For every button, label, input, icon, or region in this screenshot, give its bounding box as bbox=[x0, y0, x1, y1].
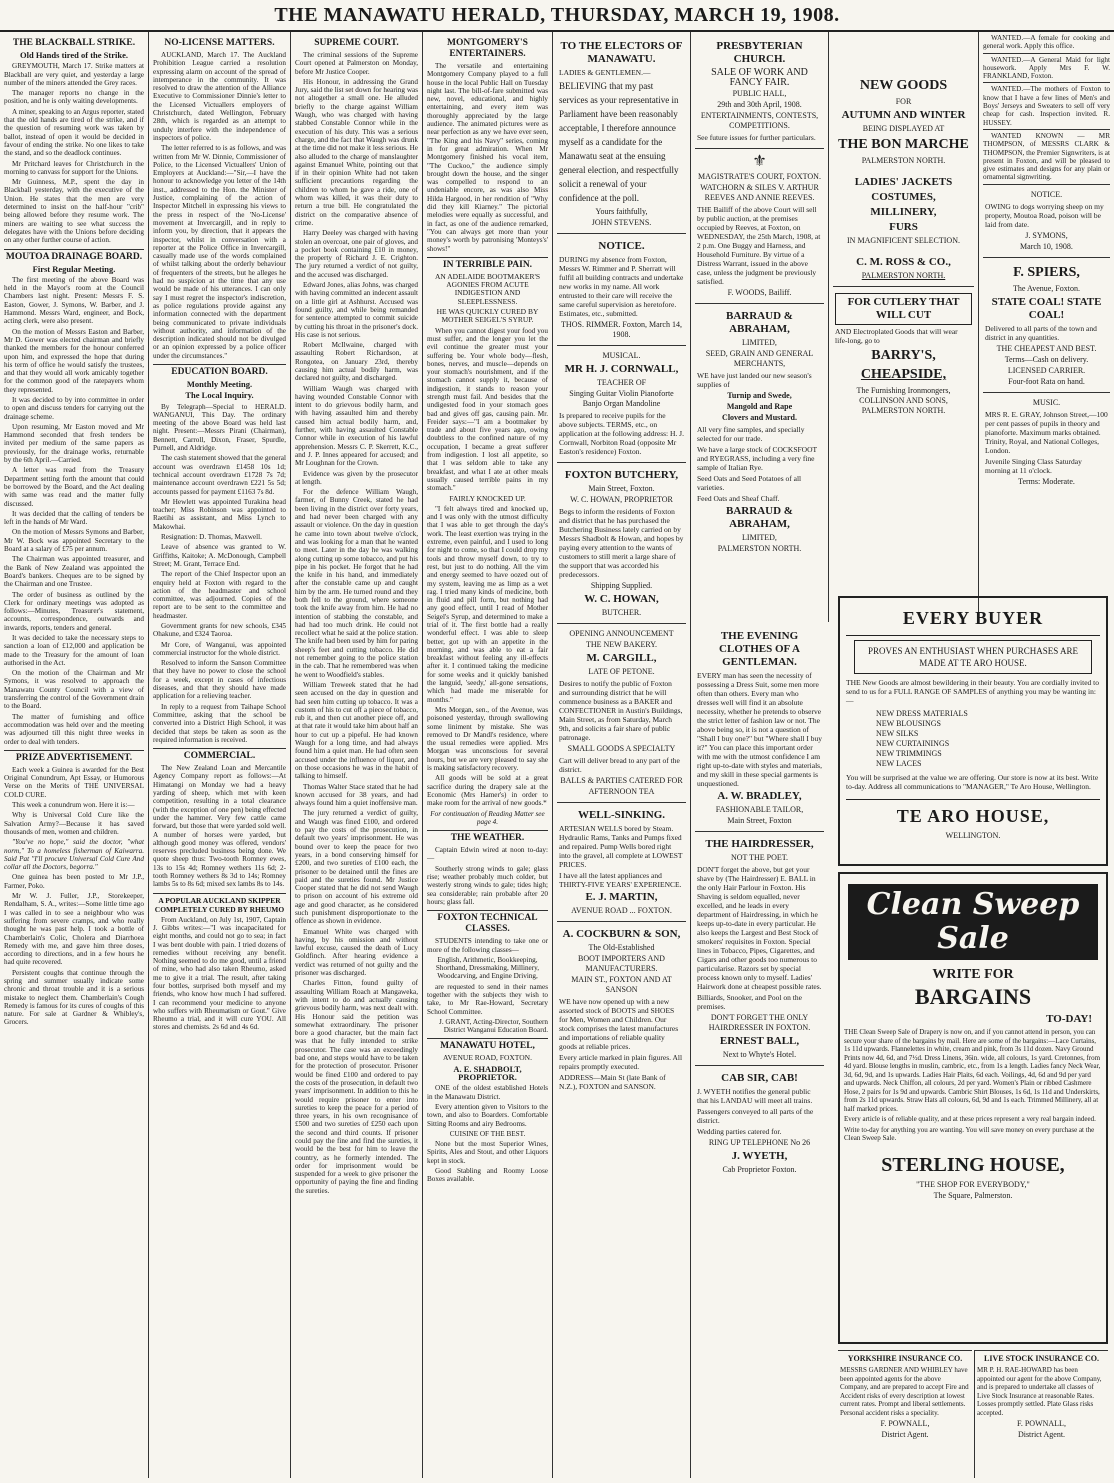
headline-education-board: EDUCATION BOARD. bbox=[153, 364, 286, 378]
ad-text: EVERY man has seen the necessity of possessing a Dress Suit, some men more often than others. Every man who dresses well will find it an absolute necessity, whether he pretends to observe the strict letter of fashion law or not. The above being so, it is not a question of "Shall I buy one?" but "Where shall I buy it?" You can place this important order with me with the utmost confidence I am right up-to-date with styles and materials, and my skill in these special garments is unquestioned. bbox=[697, 671, 822, 788]
ad-music-gray bbox=[983, 392, 1110, 492]
paragraph: One guinea has been posted to Mr J.P., Farmer, Poko. bbox=[4, 873, 144, 890]
ad-spiers-coal bbox=[983, 257, 1110, 392]
ad-title: TO THE ELECTORS OF MANAWATU. bbox=[560, 40, 683, 65]
headline-manawatu-hotel: MANAWATU HOTEL, bbox=[427, 1038, 548, 1052]
ad-line: LIMITED, bbox=[742, 533, 777, 542]
ad-title: EVERY BUYER bbox=[846, 608, 1100, 636]
classified-ad: WANTED KNOWN — MR THOMPSON, of MESSRS CLARK & THOMPSON, the Premier Signwriters, is at present in Foxton, and will be pleased to give estimates and designs for any plain or ornamental signwriting. bbox=[983, 129, 1110, 182]
ad-line: SEED, GRAIN AND GENERAL MERCHANTS, bbox=[705, 349, 814, 368]
ad-line: MAIN ST., FOXTON AND AT SANSON bbox=[571, 975, 672, 994]
paragraph: The order of business as outlined by the Clerk for ordinary meetings was adopted as follows:—Minutes, Treasurer's statement, accounts, correspondence, outwards and inwards, reports, tenders and general. bbox=[4, 590, 144, 632]
ad-title: THE HAIRDRESSER, bbox=[705, 838, 814, 850]
paragraph: The New Zealand Loan and Mercantile Agency Company report as follows:—At Himatangi on Monday we had a heavy yarding of sheep, which met with keen competition, resulting in a total clearance (with the exception of one pen) being effected under the hammer. Very few cattle came forward, but those that were yarded sold well. A number of horses were yarded, but although good money was offered, vendors' reserves precluded business being done. We quote sheep thus: Two-tooth Romney ewes, 13s to 15s 4d; Romney wethers 11s 6d; 2-tooth Romney wethers 8s 3d to 14s; Romney lambs 5s to 8s 6d; mixed sex lambs 8s to 14s. bbox=[153, 764, 286, 889]
ad-line: The Furnishing Ironmongers, COLLINSON AND SONS, PALMERSTON NORTH. bbox=[856, 386, 951, 415]
hotel-proprietor: A. E. SHADBOLT, PROPRIETOR. bbox=[453, 1063, 522, 1083]
paragraph: In reply to a request from Taihape School Committee, asking that the school be converted into a District High School, it was decided that steps be taken as soon as the required information is received. bbox=[153, 702, 286, 744]
ad-line: OPENING ANNOUNCEMENT bbox=[569, 629, 674, 638]
ad-line: Singing Guitar Violin Pianoforte Banjo Organ Mandoline bbox=[569, 389, 674, 408]
ad-yorkshire-insurance bbox=[838, 1350, 972, 1478]
ad-notice-symons bbox=[983, 184, 1110, 257]
paragraph: Government grants for new schools, £345 Ohakune, and £324 Taoroa. bbox=[153, 622, 286, 639]
ad-hairdresser bbox=[695, 831, 824, 1065]
paragraph: The Chairman was appointed treasurer, and the Bank of New Zealand was appointed the Board's bankers. Cheques are to be signed by the Chairman and one Trustee. bbox=[4, 555, 144, 589]
paragraph: Edward Jones, alias Johns, was charged with having committed an indecent assault on a little girl at Ashhurst. Accused was found guilty, and while being remanded for sentence attempted to commit suicide by cutting his throat in the prisoner's dock. His case is not serious. bbox=[295, 281, 418, 339]
headline-no-license: NO-LICENSE MATTERS. bbox=[164, 38, 275, 48]
column-3 bbox=[290, 32, 422, 1478]
paragraph: Why is Universal Cold Cure like the Salvation Army?—Because it has saved thousands of men, women and children. bbox=[4, 811, 144, 836]
ad-title: C. M. ROSS & CO., bbox=[856, 256, 951, 268]
list-item: NEW SILKS bbox=[876, 729, 919, 738]
verse: "You've no hope," said the doctor, "what norm," To a homeless fisherman of Kaiwarra. Said Pat "I'll procure Universal Cold Cure And collar all the Doctors, begorra." bbox=[4, 838, 144, 872]
continuation-note: For continuation of Reading Matter see page 4. bbox=[430, 809, 545, 826]
column-6-lower bbox=[690, 622, 828, 1478]
column-1 bbox=[0, 32, 148, 1478]
ad-text: THE Clean Sweep Sale of Drapery is now on, and if you cannot attend in person, you can secure your share of the bargains by mail. Here are some of the bargains:—Lace Curtains, 1s 11d upwards. Flannelettes in white, cream and pink, from 3s 11d dozen. Navy Ground Prints now 4d, 6d, and 7½d. Dress Linens, 36in. wide, all colours, 1s yard. Cretonnes, from 4d yard. Blouse lengths in muslin, cambric, etc., from 1s a length. Ladies fancy Neck Wear, 3d, 6d, 9d, and 1s upwards. Ladies Hair Plaits, 6d each. Voilings, 4d, 6d and 9d per yard and upwards. Neck Chiffon, all colours, 2d per yard. Women's Plain or ribbed Cashmere Hose, 2 pairs for 1s 9d and upwards. Cambric Shirt Blouses, 1s 6d, 1s 11d and Underskirts, from 2s 11d upwards. Straw Hats all colours, 6d, 9d and 1s each. Trimmed Millinery, all at half marked prices. bbox=[844, 1028, 1101, 1113]
ad-text: THE New Goods are almost bewildering in their beauty. You are cordially invited to send to us for a FULL RANGE OF SAMPLES of anything you may be wanting in:— bbox=[846, 678, 1099, 705]
ad-line: Main Street, Foxton bbox=[727, 816, 792, 825]
headline-blackball-strike: THE BLACKBALL STRIKE. bbox=[12, 38, 136, 48]
paragraph: The criminal sessions of the Supreme Court opened at Palmerston on Monday, before Mr Justice Cooper. bbox=[295, 51, 418, 76]
ad-evening-clothes bbox=[695, 624, 824, 831]
ad-line: F. WOODS, Bailiff. bbox=[727, 288, 792, 297]
paragraph: A letter was read from the Treasury Department setting forth the amount that could be borrowed by the Board, and the Act dealing with same was read and the matter fully discussed. bbox=[4, 466, 144, 508]
paragraph: Charles Fitton, found guilty of assaulting William Roach at Mangaweka, with intent to do and actually causing grievous bodily harm, was next dealt with. His Honour said the petition was somewhat extraordinary. The prisoner bore a good character, but the main fact was that he fully intended to strike prosecutor. The case was an exceedingly bad one, and steps would have to be taken for the protection of prosecutor. Prisoner would be fined £100 and ordered to pay the costs of the prosecution, in default two years' imprisonment. In addition to this he would require prisoner to enter into sureties to keep the peace for a period of three years, in his own recognisance of £500 and two sureties of £250 each upon the second and third counts. If prisoner could pay the fine and find the sureties, it would be the best for him to leave the country, as he formerly intended. The order for imprisonment would be suspended for a week to give prisoner the opportunity of paying the fine and finding the sureties. bbox=[295, 979, 418, 1195]
ad-text: ARTESIAN WELLS bored by Steam. Hydraulic Rams, Tanks and Pumps fixed and repaired. Pump Wells bored right into the gravel, all complete at LOWEST PRICES. bbox=[559, 824, 683, 869]
ad-title: Clean Sweep Sale bbox=[848, 884, 1098, 960]
paragraph: Good Stabling and Roomy Loose Boxes available. bbox=[427, 1167, 548, 1184]
ad-text: Wedding parties catered for. bbox=[697, 1127, 782, 1136]
ad-line: The Square, Palmerston. bbox=[933, 1190, 1013, 1200]
paragraph: Harry Deeley was charged with having stolen an overcoat, one pair of gloves, and a pocket book containing £10 in money, the property of Richard J. E. Crighton. The jury returned a verdict of not guilty, and the accused was discharged. bbox=[295, 229, 418, 279]
subhead: Monthly Meeting. bbox=[186, 378, 253, 389]
ad-text: Every article is of reliable quality, and at these prices represent a very real bargain indeed. bbox=[844, 1115, 1096, 1123]
paragraph: From Auckland, on July 1st, 1907, Captain J. Gibbs writes:—"I was incapacitated for eight months, and could not go to sea; in fact I was bent double with pain. I tried dozens of remedies without receiving any benefit. Nothing seemed to do me good, until a friend of mine, who had also taken Rheumo, asked me to give it a trial. The result, after taking four bottles, surprised both myself and my friends, who know how much I had suffered. I can recommend your medicine to anyone who suffers with Rheumatism or Gout." Give Rheumo a trial, and it will cure YOU. All stores and chemists. 2s 6d and 4s 6d. bbox=[153, 915, 286, 1032]
paragraph: The manager reports no change in the position, and he is only waiting developments. bbox=[4, 89, 144, 106]
subhead: The Local Inquiry. bbox=[185, 390, 254, 401]
headline-rheumo-ad: A POPULAR AUCKLAND SKIPPER COMPLETELY CURED BY RHEUMO bbox=[153, 893, 286, 914]
ad-line: SMALL GOODS A SPECIALTY bbox=[567, 744, 676, 753]
ad-line: WELLINGTON. bbox=[945, 831, 1001, 840]
paragraph: This week a conundrum won. Here it is:— bbox=[12, 801, 135, 810]
paragraph: For the defence William Waugh, farmer, of Bunny Creek, stated he had been living in the district over forty years, and had never been charged with any assault or violence. On the day in question he came into town about twelve o'clock, and was looking for a man that he wanted to meet. Later in the day he was walking along cutting up some tobacco, and put his pipe in his pocket. He forgot that he had the knife in his hand, and immediately after the constable came up and caught him by the arm. He turned round and they both fell to the ground, where someone took the knife away from him. He had no intention of stabbing the constable, and had had too much drink. He could not recollect what he said at the police station. The knife had been used by him for paring sheep's feet and cutting tobacco. He did not remember going to the police station in the cab. That he remembered was when he went to Woodfield's stables. bbox=[295, 488, 418, 679]
ad-line: RING UP TELEPHONE No 26 bbox=[708, 1138, 811, 1147]
paragraph: Mr Guinness, M.P., spent the day in Blackball yesterday, with the executive of the Union. He states that the men are very determined to insist on the half-hour "crib" being allowed before they resume work. The miners are waiting to see what success the delegates have with the Unions before deciding on any other further course of action. bbox=[4, 178, 144, 245]
ad-store-name: STERLING HOUSE, bbox=[881, 1153, 1065, 1176]
ad-line: "THE SHOP FOR EVERYBODY," bbox=[916, 1179, 1030, 1189]
paragraph: The cash statement showed that the general account was overdrawn £1458 10s 1d; technical account overdrawn £1728 7s 7d; maintenance account overdrawn £221 5s 5d; accounts passed for payment £1163 7s 8d. bbox=[153, 454, 286, 496]
ad-title: LIVE STOCK INSURANCE CO. bbox=[984, 1354, 1099, 1363]
ad-text: MESSRS GARDNER AND WHIBLEY have been appointed agents for the above Company, and are prepared to accept Fire and Accident risks of every description at lowest current rates. Prompt and liberal settlements. Personal accident risks a speciality. bbox=[840, 1366, 969, 1417]
ad-line: IN MAGNIFICENT SELECTION. bbox=[847, 236, 960, 245]
ad-title: BARRAUD & ABRAHAM, bbox=[726, 505, 793, 530]
ad-line: AVENUE ROAD ... FOXTON. bbox=[571, 906, 672, 915]
paragraph: "I felt always tired and knocked up, and I was only with the utmost difficulty that I was able to get through the day's work. The least exertion was trying in the extreme, even painful, and I used to long for night to come, so that I could drop my tools and throw myself down, to try to rest, but just to do nothing. All the vim and energy seemed to have oozed out of my system, leaving me as limp as a wet rag. I tried many kinds of medicine, both in fluid and pill form, but nothing had any good effect, until I read of Mother Seigel's Syrup, and determined to make a trial of it. The first bottle had a really wonderful effect. I was able to sleep better, got up with an appetite in the morning, and was able to eat a fair breakfast without feeling any ill-effects after it. I continued taking the medicine for some weeks and it quickly banished the languid, 'seedy,' all-gone sensations, which had made me miserable for months." bbox=[427, 504, 548, 704]
paragraph: Each week a Guinea is awarded for the Best Original Conundrum, Apt Essay, or Humorous Verse on the Merits of THE UNIVERSAL COLD CURE. bbox=[4, 765, 144, 799]
ad-new-bakery bbox=[557, 623, 686, 802]
ad-text: DON'T forget the above, but get your shave by (The Hairdresser) E. BALL in the only Hair Parlour in Foxton. His Shaving is seldom equalled, never excelled, and he leads in every department of Hairdressing, in which he keeps up-to-date in every particular. He also keeps the Largest and Best Stock of smokers' requisites in Foxton. Special lines in Tobacco, Pipes, Cigarettes, and Cigars and other goods too numerous to particularise. Razors set by special process known only to myself. Ladies' Hairwork done at cheapest possible rates. bbox=[697, 865, 822, 991]
ad-text: Write to-day for anything you are wanting. You will save money on every purchase at the Clean Sweep Sale. bbox=[844, 1125, 1095, 1142]
ad-line: BALLS & PARTIES CATERED FOR bbox=[560, 776, 683, 785]
paragraph: Evidence was given by the prosecutor at length. bbox=[295, 469, 418, 486]
column-8 bbox=[978, 32, 1114, 622]
ad-well-sinking bbox=[557, 802, 686, 921]
ad-store-name: CHEAPSIDE, bbox=[860, 367, 947, 382]
ad-title: MILLINERY, bbox=[870, 206, 937, 218]
ad-title: M. CARGILL, bbox=[586, 652, 657, 664]
column-2 bbox=[148, 32, 290, 1478]
ad-text: BELIEVING that my past services as your representative in Parliament have been reasonably acceptable, I therefore announce myself as a candidate for the Manawatu seat at the ensuing general election, and respectfully solicit a renewal of your confidence at the poll. bbox=[559, 81, 679, 203]
ad-line: TEACHER OF bbox=[596, 378, 647, 387]
paragraph: Robert McIlwaine, charged with assaulting Robert Richardson, at Rongotea, on January 23rd, thereby causing him actual bodily harm, was declared not guilty, and discharged. bbox=[295, 341, 418, 383]
paragraph: A miner, speaking to an Argus reporter, stated that the old hands are tired of the strike, and if the question of resuming work was taken by ballot, instead of open it would be decided in favour of ending the strike. No one likes to take the stand, and so the deadlock continues. bbox=[4, 107, 144, 158]
ad-text: MRS R. E. GRAY, Johnson Street,—100 per cent passes of pupils in theory and pianoforte. Maximum marks obtained. Trinity, Royal, and National Colleges, London. bbox=[985, 409, 1108, 455]
paragraph: Resignation: D. Thomas, Maxwell. bbox=[161, 533, 262, 542]
ad-cab bbox=[695, 1065, 824, 1180]
paragraph: By Telegraph—Special to HERALD. WANGANUI, This Day. The ordinary meeting of the above Board was held last night. Present:—Messrs Pirani (Chairman), Bennett, Carroll, Dixon, Fraser, Spurdle, Purnell, and Aldridge. bbox=[153, 402, 286, 453]
ad-title: BARRAUD & ABRAHAM, bbox=[726, 310, 793, 335]
column-4 bbox=[422, 32, 552, 1478]
ad-line: DON'T FORGET THE ONLY HAIRDRESSER IN FOXTON. bbox=[708, 1013, 811, 1032]
ad-line: MUSIC. bbox=[1032, 397, 1061, 407]
ad-line: W. C. HOWAN, PROPRIETOR bbox=[570, 495, 673, 504]
paragraph: On the motion of Messrs Symons and Barber, Mr W. Bock was appointed Secretary to the Board at a salary of £75 per annum. bbox=[4, 528, 144, 554]
ad-title: ERNEST BALL, bbox=[719, 1035, 800, 1047]
ad-line: TO-DAY! bbox=[1046, 1013, 1092, 1025]
ad-line: PALMERSTON NORTH. bbox=[861, 156, 946, 165]
subhead: First Regular Meeting. bbox=[32, 263, 116, 274]
ad-text: WE have just landed our new season's supplies of bbox=[697, 371, 812, 389]
paragraph: are requested to send in their names together with the subjects they wish to take, to Mr Rae-Howard, Secretary School Committee. bbox=[427, 982, 548, 1016]
ad-text: Passengers conveyed to all parts of the district. bbox=[697, 1107, 814, 1125]
ad-title: WELL-SINKING. bbox=[577, 809, 666, 821]
ad-line: F. POWNALL, bbox=[1017, 1419, 1066, 1428]
paragraph: Persistent coughs that continue through the spring and summer usually indicate some chronic and throat trouble and it is a serious mistake to neglect them. Chamberlain's Cough Remedy is famous for its cures of coughs of this nature. For sale at Gardner & Whibley's, Grocers. bbox=[4, 968, 144, 1027]
ad-text: AND Electroplated Goods that will wear life-long, go to bbox=[835, 327, 958, 345]
subhead: HE WAS QUICKLY CURED BY MOTHER SEIGEL'S SYRUP. bbox=[436, 307, 539, 325]
ad-text: THE Bailiff of the above Court will sell by public auction, at the premises occupied by Reeves, at Foxton, on WEDNESDAY, the 25th March, 1908, at 2 p.m. One Buggy and Harness, and Household Furniture. By virtue of a Distress Warrant, issued in the above case, unless the judgment be previously satisfied. bbox=[697, 205, 821, 286]
paragraph: Mrs Morgan, sen., of the Avenue, was poisoned yesterday, through swallowing some liniment by mistake. She was removed to Dr Mandl's residence, where the usual remedies were applied. Mrs Morgan was unconscious for several hours, but we are very pleased to say she is making satisfactory recovery. bbox=[427, 705, 548, 773]
subhead: FAIRLY KNOCKED UP. bbox=[449, 493, 526, 503]
paragraph: All goods will be sold at a great sacrifice during the drapery sale at the Economic (Mrs Hamer's) in order to make room for the arrival of new goods.* bbox=[427, 774, 548, 808]
paragraph: It was decided that the calling of tenders be left in the hands of Mr Ward. bbox=[4, 509, 144, 527]
ad-line: AFTERNOON TEA bbox=[588, 787, 655, 796]
ad-line: THOS. RIMMER. Foxton, March 14, 1908. bbox=[561, 320, 682, 339]
paragraph: STUDENTS intending to take one or more of the following classes— bbox=[427, 937, 548, 954]
classified-ad: WANTED.—A General Maid for light housework. Apply Mrs F. W. FRANKLAND, Foxton. bbox=[983, 53, 1110, 81]
paragraph: The letter referred to is as follows, and was written from Mr W. Dinnie, Commissioner of Police, to the Licensed Victuallers' Union of Employers at Auckland:—"Sir,—I have the honour to acknowledge you letter of the 14th inst., addressed to the Hon. the Minister of Justice, complaining of the action of Inspector Mitchell in expressing his views to the press in respect of the 'No-License' movement at Invercargill, and in reply to inform you, by direction, that it appears the inspector, whilst in conversation with a reporter at the Police Office in Invercargill, casually made use of the words complained of whilst talking about the orderly behaviour of frequenters of the streets, but he alleges he had no suspicion at the time that any use would be made of his utterances. I can only say I must regret the inspector's indiscretion, as police regulations provide against any information connected with the department being communicated to private individuals without authority, and information of the description indicated should not be divulged or an opinion expressed by a police officer under the circumstances." bbox=[153, 144, 286, 360]
ad-cockburn bbox=[557, 921, 686, 1097]
ad-foxton-butchery bbox=[557, 462, 686, 623]
ad-barraud-abraham bbox=[695, 303, 824, 559]
ad-line: WRITE FOR bbox=[932, 967, 1014, 982]
paragraph: Thomas Walter Stace stated that he had known accused for 38 years, and had always found him a quiet inoffensive man. bbox=[295, 782, 418, 808]
hotel-address: AVENUE ROAD, FOXTON. bbox=[443, 1053, 532, 1063]
ad-title: FOXTON BUTCHERY, bbox=[564, 469, 679, 481]
ad-title: MR H. J. CORNWALL, bbox=[564, 363, 679, 375]
ad-text: Feed Oats and Sheaf Chaff. bbox=[697, 494, 780, 503]
ad-text: OWING to dogs worrying sheep on my property, Moutoa Road, poison will be laid from date. bbox=[985, 201, 1104, 229]
headline-terrible-pain: IN TERRIBLE PAIN. bbox=[427, 257, 548, 271]
headline-technical-classes: FOXTON TECHNICAL CLASSES. bbox=[427, 910, 548, 935]
ad-title: COSTUMES, bbox=[871, 191, 936, 203]
ad-title: PRESBYTERIAN CHURCH. bbox=[716, 40, 803, 65]
classified-ad: WANTED.—A female for cooking and general work. Apply this office. bbox=[983, 34, 1110, 51]
ad-store-name: THE BON MARCHE bbox=[838, 137, 969, 152]
ad-title: AUTUMN AND WINTER bbox=[841, 109, 966, 121]
paragraph: On the motion of the Chairman and Mr Symons, it was resolved to approach the Manawatu County Council with a view of transferring the control of the Government drain to the Board. bbox=[4, 669, 144, 711]
ad-line: JOHN STEVENS. bbox=[591, 218, 652, 227]
ad-title: NEW GOODS bbox=[859, 78, 948, 93]
subhead: Old Hands tired of the Strike. bbox=[20, 50, 128, 60]
ad-line: Yours faithfully, bbox=[595, 207, 648, 216]
ad-line: ENTERTAINMENTS, CONTESTS, COMPETITIONS. bbox=[700, 111, 819, 130]
item-list bbox=[846, 709, 1100, 769]
ad-line: Shipping Supplied. bbox=[590, 581, 653, 590]
paragraph: ONE of the oldest established Hotels in the Manawatu District. bbox=[427, 1084, 548, 1101]
headline-montgomery: MONTGOMERY'S ENTERTAINERS. bbox=[447, 38, 528, 59]
signature: J. GRANT, Acting-Director, Southern District Wanganui Education Board. bbox=[439, 1017, 548, 1035]
ad-line: Mangold and Rape bbox=[726, 402, 793, 411]
ad-line: The Avenue, Foxton. bbox=[1013, 283, 1080, 293]
headline-supreme-court: SUPREME COURT. bbox=[314, 38, 399, 48]
paragraph: The first meeting of the above Board was held in the Mayor's room at the Council Chambers last night. Present: Messrs F. S. Easton, Gower, J. Symons, W. Barber, and J. Hammond. Messrs Ward, engineer, and Bock, acting clerk, were also present. bbox=[4, 275, 144, 326]
ad-line: Terms—Cash on delivery. bbox=[1004, 354, 1089, 364]
ad-text: Is prepared to receive pupils for the above subjects. TERMS, etc., on application at the following address: H. J. Cornwall, Norbiton Road (opposite Mr Easton's residence) Foxton. bbox=[559, 411, 684, 456]
paragraph: William Treweek stated that he had seen accused on the day in question and had seen him cutting up tobacco. It was a custom of his to cut off a piece of tobacco, rub it, and then cut another piece off, and at that rate it would take him about half an hour to cut up a pipeful. He had known Waugh for a long time, and had always found him a quiet man. He had often seen accused under the influence of liquor, and on those occasions he was in the habit of talking to himself. bbox=[295, 680, 418, 781]
headline-moutoa-drainage: MOUTOA DRAINAGE BOARD. bbox=[4, 249, 144, 263]
paragraph: It was decided to by into committee in order to open and discuss tenders for carrying out the drainage scheme. bbox=[4, 395, 144, 421]
ad-title: FURS bbox=[889, 221, 918, 233]
list-item: NEW BLOUSINGS bbox=[876, 719, 941, 728]
paragraph: Southerly strong winds to gale; glass rise; weather probably much colder, but westerly strong winds to gale; tides high; sea considerable; rain probable after 20 hours; glass fall. bbox=[427, 864, 548, 906]
ad-line: FASHIONABLE TAILOR, bbox=[715, 805, 804, 814]
ad-title: YORKSHIRE INSURANCE CO. bbox=[847, 1354, 963, 1363]
ad-text: J. WYETH notifies the general public that his LANDAU will meet all trains. bbox=[697, 1087, 813, 1105]
ad-text: ADDRESS—Main St (late Bank of N.Z.), FOXTON and SANSON. bbox=[559, 1073, 666, 1091]
paragraph: The versatile and entertaining Montgomery Company played to a full house in the local Public Hall on Tuesday night last. The bill-of-fare submitted was new, novel, educational, and highly entertaining, and every item was thoroughly appreciated by the large audience. The animated pictures were as near perfection as any we have ever seen, "The King and his Navy" series, coming in for great admiration. When Mr Montgomery finished his vocal item, "The Cuckoo," the audience simply brought down the house, and the singer was compelled to respond to an undeniable encore, as was also Miss Hilda Hargood, in her rendition of "Why did they kill Kiarney." The pictorial melodies were equally as successful, and in fact, as one of the audience remarked, "You can always get more than your money's worth by patronising 'Monteys's' shows!" bbox=[427, 62, 548, 253]
ad-line: LICENSED CARRIER. bbox=[1007, 365, 1086, 375]
ad-text: MR P. H. RAE-HOWARD has been appointed our agent for the above Company, and is prepared to undertake all classes of Live Stock Insurance at reasonable Rates. Losses promptly settled. Plate Glass risks accepted. bbox=[977, 1366, 1102, 1417]
list-item: NEW LACES bbox=[876, 759, 922, 768]
paragraph: GREYMOUTH, March 17. Strike matters at Blackball are very quiet, and yesterday a large number of the miners attended the Grey races. bbox=[4, 62, 144, 87]
ad-line: Turnip and Swede, bbox=[727, 391, 792, 400]
ad-line: PALMERSTON NORTH. bbox=[717, 544, 802, 553]
ad-presbyterian bbox=[695, 34, 824, 148]
ad-line: Main Street, Foxton. bbox=[588, 484, 655, 493]
ad-line: WATCHORN & SILES V. ARTHUR REEVES AND ANNIE REEVES. bbox=[700, 183, 819, 202]
ad-line: PUBLIC HALL, bbox=[732, 89, 787, 98]
ad-title: STATE COAL! STATE COAL! bbox=[991, 295, 1102, 321]
ad-text: WE have now opened up with a new assorted stock of BOOTS and SHOES for Men, Women and Children. Our stock comprises the latest manufactures and importations of reliable quality goods at reliable prices. bbox=[559, 997, 679, 1051]
ad-line: Terms: Moderate. bbox=[1018, 476, 1075, 486]
ad-text: LADIES & GENTLEMEN.— bbox=[559, 68, 651, 77]
paragraph: Every attention given to Visitors to the town, and also to Boarders. Comfortable Sitting Rooms and airy Bedrooms. bbox=[427, 1102, 548, 1128]
list-item: NEW TRIMMINGS bbox=[876, 749, 942, 758]
ad-title: F. SPIERS, bbox=[1013, 264, 1080, 280]
ad-text: Delivered to all parts of the town and district in any quantities. bbox=[985, 323, 1097, 342]
paragraph: His Honour, in addressing the Grand Jury, said the list set down for hearing was not altogether a small one. He alluded briefly to the charge against William Waugh, who was charged with having stabbed Constable Connor while in the execution of his duty. This was a serious charge, and the fact that Waugh was drunk at the time did not make it less serious. He also alluded to the charge of manslaughter against Emanuel White, pointing out that if in their opinion White had not taken sufficient precautions regarding the children to whom he gave a ride, one of whom was killed, it was their duty to return a true bill. He congratulated the district on the comparative absence of crime. bbox=[295, 77, 418, 227]
ad-line: NOTICE. bbox=[1030, 189, 1063, 199]
ad-line: District Agent. bbox=[1017, 1430, 1066, 1439]
ad-text: Desires to notify the public of Foxton and surrounding district that he will commence business as a BAKER and CONFECTIONER in Austin's Buildings, Main Street, as from Saturday, March 9th, and solicits a fair share of public patronage. bbox=[559, 679, 683, 742]
ad-bon-marche bbox=[833, 34, 974, 286]
paragraph: Leave of absence was granted to W. Griffiths, Kaitoke; A. McDonough, Campbell Street; M. Grant, Terrace End. bbox=[153, 543, 286, 568]
paragraph: William Waugh was charged with having wounded Constable Connor with intent to do grievous bodily harm, and with having assaulted him and thereby caused him actual bodily harm, and, further, with having assaulted Constable Connor while in execution of his lawful apprehension. Messrs C. P. Skerrett, K.C., and J. P. Innes appeared for accused; and Mr Loughnan for the Crown. bbox=[295, 384, 418, 468]
paragraph: When you cannot digest your food you must suffer, and the longer you let the evil continue the greater must your suffering be. Your whole body—flesh, bones, nerves, and muscle—depends on your stomach's nourishment, and if the stomach cannot supply it, because of indigestion, it stands to reason your strength must fail. And besides that the undigested food in your stomach goes bad and gives off gas, causing pain. Mr. Freider says:—"I am a bootmaker by trade and about five years ago, owing doubtless to the confined nature of my occupation, I became a great sufferer from indigestion. I lost all appetite, so that I was seldom able to take any breakfast, and what I ate at other meals usually caused terrible pains in my stomach." bbox=[427, 326, 548, 493]
ad-line: Clovers and Mustard. bbox=[722, 413, 797, 422]
paragraph: The jury returned a verdict of guilty, and Waugh was fined £100, and ordered to pay the costs of the prosecution, in default two years' imprisonment. He was bound over to keep the peace for two years, in a bond conserving himself for £200, and two sureties of £100 each, the prisoner to be detained until the fines are paid and the sureties found. Mr Justice Cooper stated that he did not send Waugh to prison on account of his extreme old age and good character, as he considered such punishment disproportionate to the offence as shown in evidence. bbox=[295, 809, 418, 926]
ad-line: LIMITED, bbox=[742, 338, 777, 347]
ad-text: See future issues for further particulars. bbox=[697, 133, 816, 142]
classified-ad: WANTED.—The mothers of Foxton to know that I have a few lines of Men's and Boys' Jerseys and Sweaters to sell off very cheap for cash. Inspection invited. R. HUSSEY. bbox=[983, 82, 1110, 126]
ad-line: March 10, 1908. bbox=[1020, 241, 1073, 251]
ad-te-aro-house bbox=[838, 596, 1108, 866]
ad-electors bbox=[557, 34, 686, 233]
ad-line: BEING DISPLAYED AT bbox=[862, 124, 945, 133]
ad-text: Juvenile Singing Class Saturday morning at 11 o'clock. bbox=[985, 456, 1082, 475]
headline-weather: THE WEATHER. bbox=[427, 830, 548, 844]
paragraph: The report of the Chief Inspector upon an enquiry held at Foxton with regard to the action of the headmaster and school committee, was adjourned. Copies of the report are to be sent to the committee and headmaster. bbox=[153, 570, 286, 620]
ad-title: NOTICE. bbox=[598, 240, 645, 252]
ad-title: CAB SIR, CAB! bbox=[721, 1072, 798, 1084]
ad-clean-sweep-sale bbox=[838, 872, 1108, 1344]
ad-store-name: TE ARO HOUSE, bbox=[846, 799, 1100, 827]
paragraph: AUCKLAND, March 17. The Auckland Prohibition League carried a resolution expressing alarm on account of the spread of intemperance in the community. It was resolved to draw the attention of the Alliance Executive to Commissioner Dinnie's letter to the Licensed Victuallers employers of Christchurch, dated Wellington, February 28th, which is regarded as an attempt to unduly interfere with the independence of inspectors of police. bbox=[153, 51, 286, 142]
ad-live-stock-insurance bbox=[974, 1350, 1108, 1478]
ad-notice-rimmer bbox=[557, 233, 686, 345]
paragraph: CUISINE OF THE BEST. bbox=[449, 1129, 526, 1138]
ad-title: E. J. MARTIN, bbox=[585, 891, 658, 903]
ad-text: Every article marked in plain figures. All repairs promptly executed. bbox=[559, 1053, 683, 1071]
paragraph: Emanuel White was charged with having, by his omission and without lawful excuse, caused the death of Lucy Goldfinch. After hearing evidence a verdict was returned of not guilty and the prisoner was discharged. bbox=[295, 927, 418, 978]
ad-line: Next to Whyte's Hotel. bbox=[722, 1050, 797, 1059]
ad-store-name: BARRY'S, bbox=[871, 348, 936, 363]
ad-title: THE EVENING CLOTHES OF A GENTLEMAN. bbox=[719, 630, 800, 668]
ad-musical bbox=[557, 345, 686, 462]
ad-text: Begs to inform the residents of Foxton and district that he has purchased the Butchering Business lately carried on by Messrs Shadbolt & Howan, and hopes by paying every attention to the wants of customers to still merit a large share of the support that was accorded his predecessors. bbox=[559, 507, 684, 579]
ad-title: J. WYETH, bbox=[731, 1150, 788, 1162]
ad-text: Seed Oats and Seed Potatoes of all varieties. bbox=[697, 474, 802, 492]
ad-title: LADIES' JACKETS bbox=[854, 176, 953, 188]
ad-subtitle: PROVES AN ENTHUSIAST WHEN PURCHASES ARE MADE AT TE ARO HOUSE. bbox=[854, 640, 1092, 674]
list-item: NEW CURTAININGS bbox=[876, 739, 950, 748]
newspaper-masthead: THE MANAWATU HERALD, THURSDAY, MARCH 19, 1908. bbox=[0, 0, 1114, 32]
headline-commercial: COMMERCIAL. bbox=[153, 748, 286, 762]
ad-text: I have all the latest appliances and THIRTY-FIVE YEARS' EXPERIENCE. bbox=[559, 871, 682, 889]
paragraph: None but the most Superior Wines, Spirits, Ales and Stout, and other Liquors kept in stock. bbox=[427, 1140, 548, 1165]
ad-barrys-cutlery bbox=[833, 286, 974, 421]
paragraph: On the motion of Messrs Easton and Barber, Mr D. Gower was elected chairman and briefly thanked the members for the honour conferred upon him, and expressed the hope that during his term of office he would satisfy the trustees, and that they would all work amicably together for the common good of the ratepayers whom they represented. bbox=[4, 327, 144, 394]
column-7-ads bbox=[828, 32, 978, 622]
ad-line: BUTCHER. bbox=[601, 608, 642, 617]
ad-text: Billiards, Snooker, and Pool on the premises. bbox=[697, 993, 802, 1011]
ad-line: SALE OF WORK AND FANCY FAIR. bbox=[711, 67, 808, 88]
paragraph: It was decided to take the necessary steps to sanction a loan of £12,000 and application be made to the Treasury for the amount of loan authorised in the Act. bbox=[4, 634, 144, 667]
ad-line: MAGISTRATE'S COURT, FOXTON. bbox=[698, 172, 821, 181]
ad-line: BOOT IMPORTERS AND MANUFACTURERS. bbox=[578, 954, 665, 973]
ad-text: You will be surprised at the value we are offering. Our store is now at its best. Write to-day. Address all communications to "MANAGER," Te Aro House, Wellington. bbox=[846, 773, 1099, 791]
ad-line: THE CHEAPEST AND BEST. bbox=[996, 343, 1097, 353]
paragraph: Mr Core, of Wanganui, was appointed commercial instructor for the whole district. bbox=[153, 640, 286, 657]
ad-line: Cab Proprietor Foxton. bbox=[722, 1165, 797, 1174]
ad-line: THE NEW BAKERY. bbox=[585, 640, 658, 649]
ad-line: F. POWNALL, bbox=[880, 1419, 930, 1428]
headline-prize-advertisement: PRIZE ADVERTISEMENT. bbox=[4, 750, 144, 764]
ad-line: FOR bbox=[895, 97, 912, 106]
subhead: AN ADELAIDE BOOTMAKER'S AGONIES FROM ACUTE INDIGESTION AND SLEEPLESSNESS. bbox=[434, 271, 541, 306]
paragraph: English, Arithmetic, Bookkeeping, Shorthand, Dressmaking, Millinery, Woodcarving, and Engine Driving, bbox=[435, 955, 540, 981]
ad-title: A. COCKBURN & SON, bbox=[562, 928, 681, 940]
ad-title: FOR CUTLERY THAT WILL CUT bbox=[835, 293, 972, 325]
ad-text: Cart will deliver bread to any part of the district. bbox=[559, 756, 680, 774]
crest-icon: ⚜ bbox=[752, 153, 767, 170]
ad-text: All very fine samples, and specially selected for our trade. bbox=[697, 425, 805, 443]
ad-line: 29th and 30th April, 1908. bbox=[717, 100, 802, 109]
ad-line: NOT THE POET. bbox=[730, 853, 789, 862]
paragraph: Captain Edwin wired at noon to-day:— bbox=[427, 846, 548, 863]
ad-line: The Old-Established bbox=[588, 943, 655, 952]
paragraph: Resolved to inform the Sanson Committee that they have no power to close the school for a week, except in cases of infectious diseases, and that they should have made application for a relieving teacher. bbox=[153, 659, 286, 701]
ad-line: PALMERSTON NORTH. bbox=[861, 271, 946, 280]
ad-text: We have a large stock of COCKSFOOT and RYEGRASS, including a very fine sample of Italian Rye. bbox=[697, 445, 817, 472]
ad-title: W. C. HOWAN, bbox=[584, 593, 659, 605]
paragraph: Mr Hewlett was appointed Turakina head teacher; Miss Robinson was appointed to Raetihi as assistant, and Miss Lynch to Makowhai. bbox=[153, 497, 286, 531]
column-5 bbox=[552, 32, 690, 1478]
ad-line: District Agent. bbox=[881, 1430, 929, 1439]
paragraph: Upon resuming, Mr Easton moved and Mr Hammond seconded that fresh tenders be invited per medium of the same papers as previously, for the drainage works, returnable by the 6th April.—Carried. bbox=[4, 422, 144, 465]
paragraph: Mr Pritchard leaves for Christchurch in the morning to canvass for support for the Unions. bbox=[4, 159, 144, 176]
paragraph: Mr W. J. Fuller, J.P., Storekeeper, Rendalham, S. A., writes:—Some little time ago I was called in to see a neighbour who was suffering from severe cramps, and who really thought he was past help. I took a bottle of Chamberlain's Colic, Cholera and Diarrhoea Remedy with me, and gave him three doses, according to directions, and in a few hours he had quite recovered. bbox=[4, 892, 144, 967]
ad-text: DURING my absence from Foxton, Messrs W. Rimmer and P. Sherratt will fulfil all building contracts and undertake new works in my name. All work entrusted to their care will receive the same careful supervision as heretofore. Estimates, etc., submitted. bbox=[559, 255, 684, 318]
column-6 bbox=[690, 32, 828, 622]
ad-line: J. SYMONS, bbox=[1025, 230, 1068, 240]
ad-line: MUSICAL. bbox=[602, 351, 641, 360]
list-item: NEW DRESS MATERIALS bbox=[876, 709, 968, 718]
ad-line: Four-foot Rata on hand. bbox=[1008, 376, 1085, 386]
ad-line: BARGAINS bbox=[914, 984, 1032, 1009]
paragraph: The matter of furnishing and office accommodation was held over and the meeting was adjourned till this night three weeks in order to deal with tenders. bbox=[4, 712, 144, 746]
ad-magistrates-court bbox=[695, 148, 824, 303]
ad-title: A. W. BRADLEY, bbox=[717, 790, 802, 802]
ad-line: LATE OF PETONE. bbox=[588, 667, 655, 676]
